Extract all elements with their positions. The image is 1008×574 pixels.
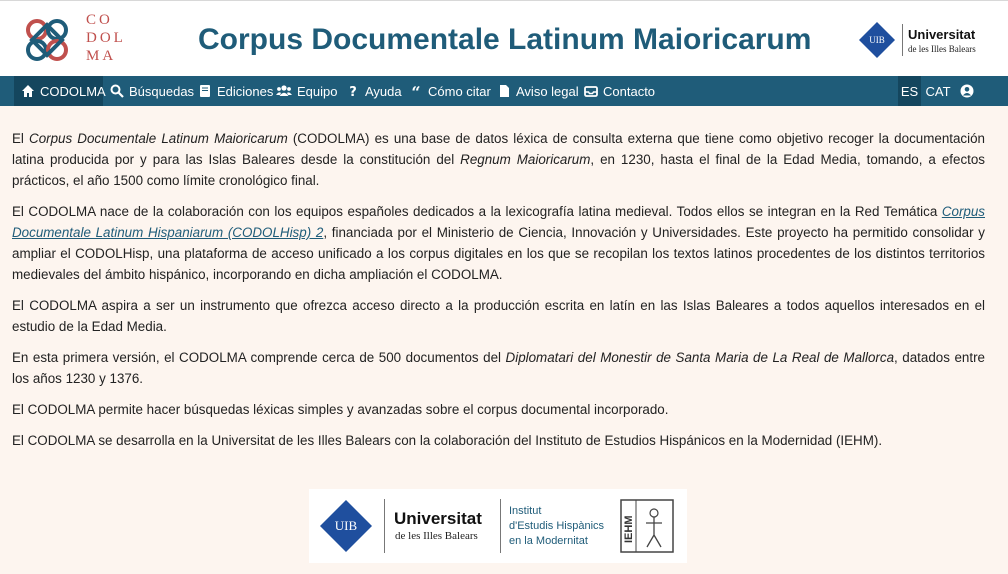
- file-icon: [497, 84, 511, 98]
- site-header: [0, 0, 1008, 76]
- logo-line: DOL: [86, 30, 126, 46]
- intro-paragraph: [12, 128, 985, 191]
- nav-item-label: CODOLMA: [40, 83, 106, 99]
- main-content: [12, 128, 985, 461]
- nav-item-label: Aviso legal: [516, 83, 579, 99]
- nav-item-label: Contacto: [603, 83, 656, 99]
- uib-shield-text: UIB: [334, 518, 358, 533]
- nav-item-ediciones[interactable]: [198, 76, 273, 106]
- home-icon: [21, 84, 35, 98]
- uib-shield-icon: [858, 21, 896, 59]
- user-circle-icon[interactable]: [957, 76, 977, 106]
- iehm-emblem-icon[interactable]: [620, 499, 674, 553]
- diplomatari-title: Diplomatari del Monestir de Santa Maria de La Real de Mallorca: [505, 350, 895, 365]
- collaboration-paragraph: [12, 201, 985, 285]
- page-title: Corpus Documentale Latinum Maioricarum: [198, 23, 812, 56]
- logo-line: MA: [86, 48, 117, 64]
- lang-es[interactable]: ES: [898, 76, 921, 106]
- text-span: , en 1230, hasta el final de la Edad Media, tomando, a efectos prácticos, el año 1500 como límite cronológico final.: [12, 152, 986, 188]
- svg-text:“: “: [411, 84, 421, 98]
- partner-logos: [309, 489, 687, 563]
- search-icon: [110, 84, 124, 98]
- nav-item-contacto[interactable]: [584, 76, 655, 106]
- uib-shield-icon[interactable]: [319, 499, 373, 553]
- nav-item-label: Equipo: [297, 83, 338, 99]
- nav-item-como-citar[interactable]: [409, 76, 491, 106]
- book-icon: [198, 84, 212, 98]
- nav-item-label: Ediciones: [217, 83, 274, 99]
- logo-divider: [500, 499, 501, 553]
- nav-item-aviso-legal[interactable]: [497, 76, 579, 106]
- nav-item-equipo[interactable]: [276, 76, 337, 106]
- text-span: El CODOLMA nace de la colaboración con los equipos españoles dedicados a la lexicografía latina medieval. Todos ellos se integran en la Red Temática: [12, 204, 942, 219]
- institute-line: d'Estudis Hispànics: [509, 520, 605, 532]
- codolhisp-link[interactable]: Corpus Documentale Latinum Hispaniarum (CODOLHisp) 2: [12, 204, 985, 240]
- users-icon: [276, 84, 292, 98]
- corpus-title: Corpus Documentale Latinum Maioricarum: [29, 131, 288, 146]
- text-span: En esta primera versión, el CODOLMA comprende cerca de 500 documentos del: [12, 350, 506, 365]
- uib-divider: [902, 24, 903, 56]
- development-paragraph: El CODOLMA se desarrolla en la Universitat de les Illes Balears con la colaboración del Instituto de Estudios Hispánicos en la Modernidad (IEHM).: [12, 433, 883, 448]
- uib-shield-text: UIB: [869, 35, 885, 45]
- search-paragraph: El CODOLMA permite hacer búsquedas léxicas simples y avanzadas sobre el corpus documental incorporado.: [12, 402, 669, 417]
- uib-subtitle: de les Illes Balears: [908, 44, 976, 54]
- lang-cat[interactable]: CAT: [925, 83, 951, 99]
- nav-item-label: Ayuda: [365, 83, 402, 99]
- question-icon: [346, 84, 360, 98]
- text-span: , financiada por el Ministerio de Ciencia, Innovación y Universidades. Este proyecto ha permitido consolidar y ampliar el CODOLHisp, una plataforma de acceso unificado a los corpus digitales en los que se recopilan los textos latinos procedentes de los distintos territorios medievales del ámbito hispánico, incorporando en dicha ampliación el CODOLMA.: [12, 225, 985, 282]
- text-span: , datados entre los años 1230 y 1376.: [12, 350, 985, 386]
- uib-header-logo[interactable]: [858, 21, 988, 59]
- nav-item-busquedas[interactable]: [110, 76, 194, 106]
- svg-text:?: ?: [349, 85, 357, 98]
- nav-item-label: Cómo citar: [428, 83, 491, 99]
- nav-item-label: Búsquedas: [129, 83, 195, 99]
- logo-divider: [384, 499, 385, 553]
- nav-item-codolma[interactable]: [14, 76, 106, 106]
- codolma-knot-logo[interactable]: [22, 15, 72, 65]
- inbox-icon: [584, 84, 598, 98]
- regnum-title: Regnum Maioricarum: [460, 152, 591, 167]
- logo-line: CO: [86, 12, 113, 28]
- aim-paragraph: El CODOLMA aspira a ser un instrumento que ofrezca acceso directo a la producción escrita en latín en las Islas Baleares a todos aquellos interesados en el estudio de la Edad Media.: [12, 298, 985, 334]
- iehm-institute-name[interactable]: [509, 504, 604, 549]
- codolma-logo-text[interactable]: [86, 11, 126, 65]
- institute-line: Institut: [509, 505, 542, 517]
- main-navbar: [0, 76, 1008, 106]
- text-span: (CODOLMA) es una base de datos léxica de consulta externa que tiene como objetivo recoger la documentación latina producida por y para las Islas Baleares desde la constitución del: [12, 131, 985, 167]
- quote-icon: [409, 84, 423, 98]
- uib-name: Universitat: [908, 27, 976, 42]
- uib-name: Universitat: [394, 509, 482, 528]
- institute-line: en la Modernitat: [509, 535, 588, 547]
- text-span: El: [12, 131, 30, 146]
- iehm-text: IEHM: [623, 515, 635, 543]
- version-paragraph: [12, 347, 985, 389]
- nav-item-ayuda[interactable]: [346, 76, 402, 106]
- uib-subtitle: de les Illes Balears: [395, 530, 478, 542]
